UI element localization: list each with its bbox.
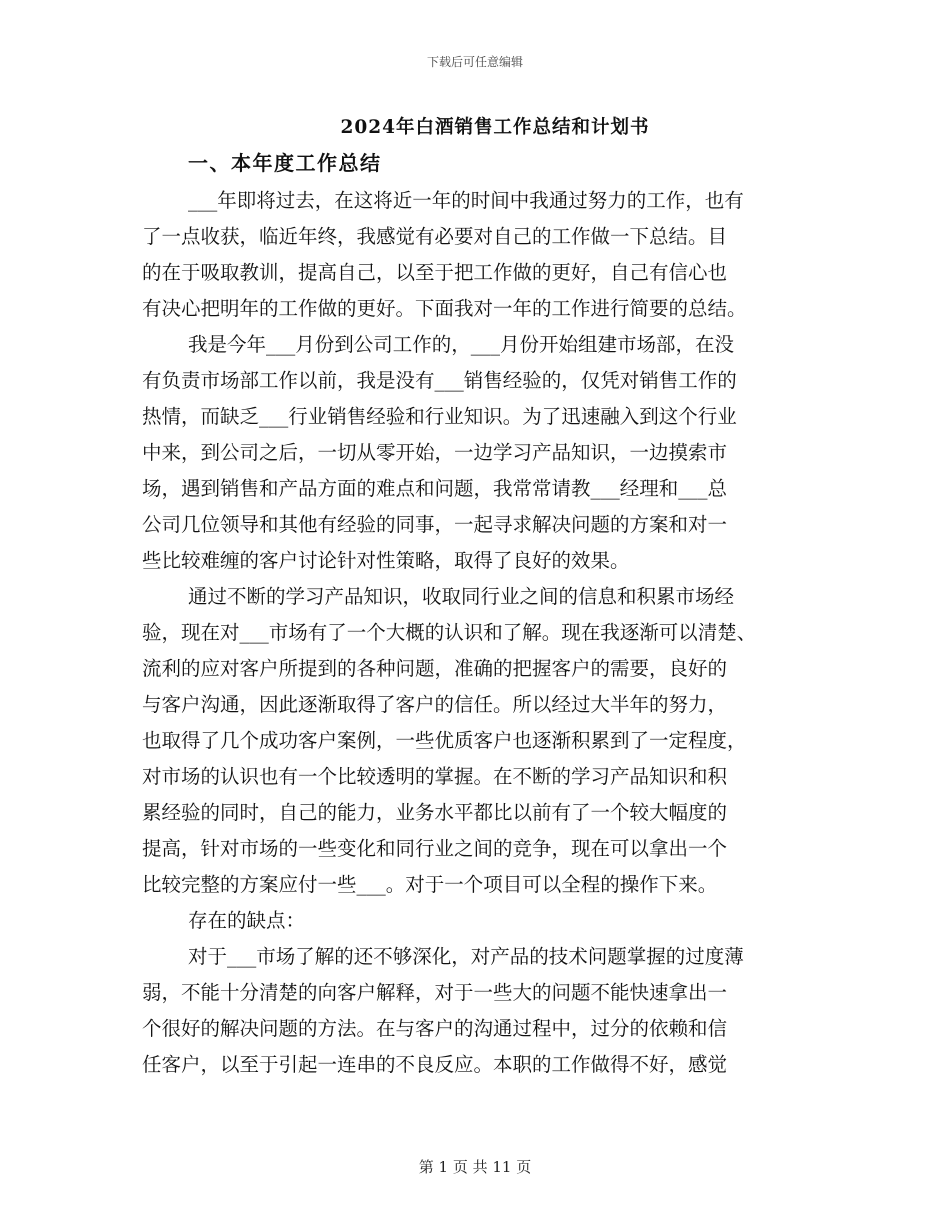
body-line: 些比较难缠的客户讨论针对性策略，取得了良好的效果。 — [142, 549, 630, 572]
body-line: 公司几位领导和其他有经验的同事，一起寻求解决问题的方案和对一 — [142, 513, 728, 536]
document-title: 2024年白酒销售工作总结和计划书 — [340, 117, 650, 138]
body-line: 有负责市场部工作以前，我是没有___销售经验的，仅凭对销售工作的 — [142, 369, 737, 392]
body-line: 验，现在对___市场有了一个大概的认识和了解。现在我逐渐可以清楚、 — [142, 621, 757, 644]
body-line: 存在的缺点： — [188, 909, 306, 932]
body-line: 场，遇到销售和产品方面的难点和问题，我常常请教___经理和___总 — [142, 477, 728, 500]
body-line: 流利的应对客户所提到的各种问题，准确的把握客户的需要，良好的 — [142, 657, 728, 680]
body-line: 了一点收获，临近年终，我感觉有必要对自己的工作做一下总结。目 — [142, 225, 728, 248]
body-line: ___年即将过去，在这将近一年的时间中我通过努力的工作，也有 — [188, 189, 744, 212]
body-line: 通过不断的学习产品知识，收取同行业之间的信息和积累市场经 — [188, 585, 735, 608]
body-line: 比较完整的方案应付一些___。对于一个项目可以全程的操作下来。 — [142, 873, 718, 896]
body-line: 的在于吸取教训，提高自己，以至于把工作做的更好，自己有信心也 — [142, 261, 728, 284]
body-line: 有决心把明年的工作做的更好。下面我对一年的工作进行简要的总结。 — [142, 297, 747, 320]
page-number-footer: 第 1 页 共 11 页 — [418, 1158, 532, 1176]
page-header-note: 下载后可任意编辑 — [426, 55, 523, 69]
body-line: 热情，而缺乏___行业销售经验和行业知识。为了迅速融入到这个行业 — [142, 405, 737, 428]
body-line: 累经验的同时，自己的能力，业务水平都比以前有了一个较大幅度的 — [142, 801, 728, 824]
body-line: 对于___市场了解的还不够深化，对产品的技术问题掌握的过度薄 — [188, 945, 744, 968]
section-heading: 一、本年度工作总结 — [188, 151, 382, 175]
body-line: 对市场的认识也有一个比较透明的掌握。在不断的学习产品知识和积 — [142, 765, 728, 788]
body-line: 个很好的解决问题的方法。在与客户的沟通过程中，过分的依赖和信 — [142, 1017, 728, 1040]
body-line: 提高，针对市场的一些变化和同行业之间的竞争，现在可以拿出一个 — [142, 837, 728, 860]
document-body — [142, 183, 822, 1083]
body-line: 任客户，以至于引起一连串的不良反应。本职的工作做得不好，感觉 — [142, 1053, 728, 1076]
body-line: 我是今年___月份到公司工作的，___月份开始组建市场部，在没 — [188, 333, 735, 356]
body-line: 与客户沟通，因此逐渐取得了客户的信任。所以经过大半年的努力， — [142, 693, 728, 716]
body-line: 也取得了几个成功客户案例，一些优质客户也逐渐积累到了一定程度， — [142, 729, 747, 752]
body-line: 弱，不能十分清楚的向客户解释，对于一些大的问题不能快速拿出一 — [142, 981, 728, 1004]
body-line: 中来，到公司之后，一切从零开始，一边学习产品知识，一边摸索市 — [142, 441, 728, 464]
